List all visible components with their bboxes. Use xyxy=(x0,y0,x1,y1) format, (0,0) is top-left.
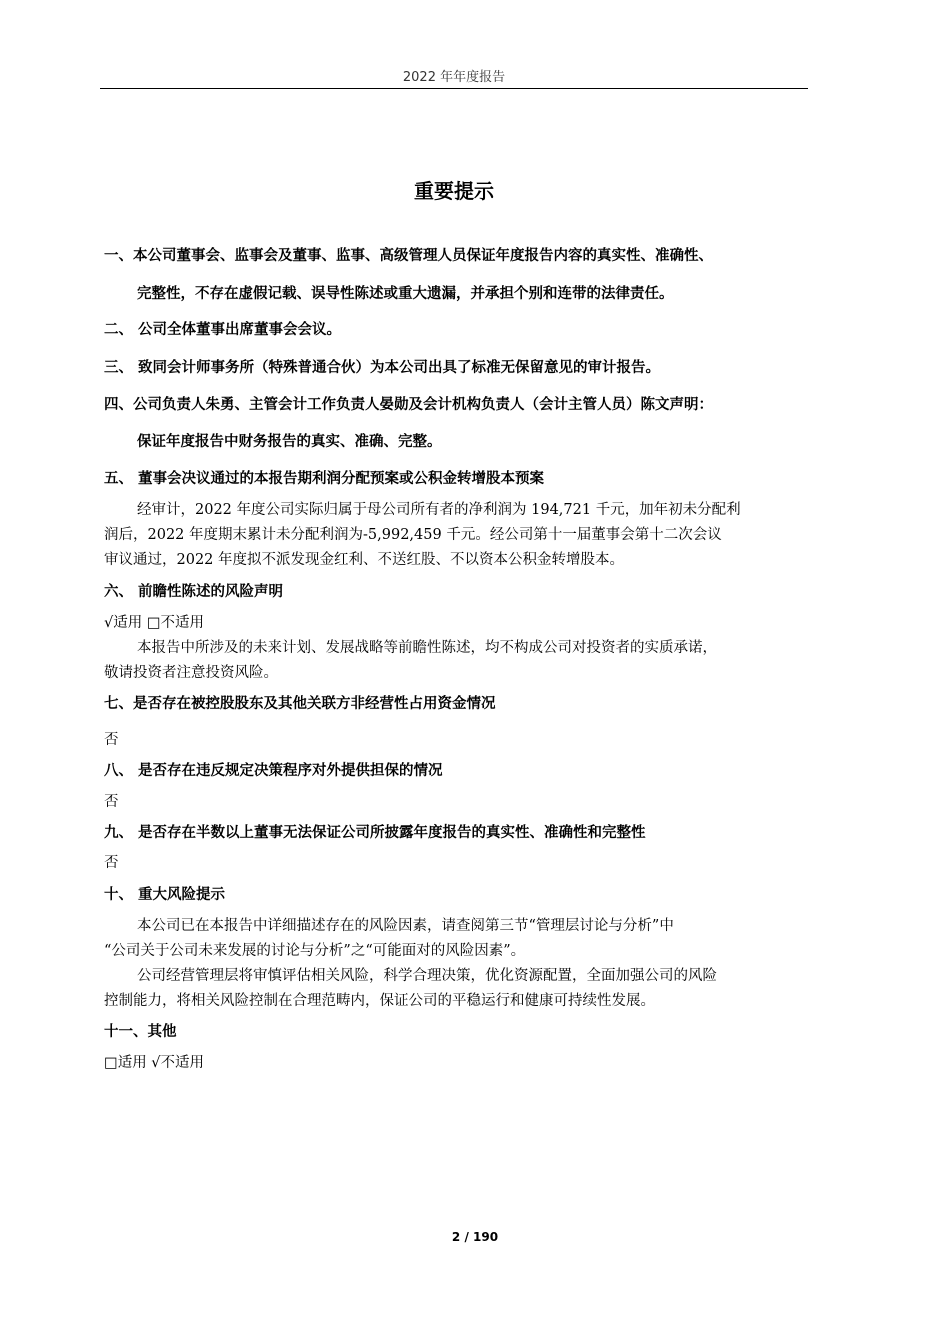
page-header: 2022 年年度报告 xyxy=(402,70,506,85)
item-11-options: □适用 √不适用 xyxy=(104,1055,205,1071)
item-5-heading: 五、 董事会决议通过的本报告期利润分配预案或公积金转增股本预案 xyxy=(104,471,545,487)
item-7-answer: 否 xyxy=(104,732,119,748)
item-5-paragraph-line-2: 润后，2022 年度期末累计未分配利润为-5,992,459 千元。经公司第十一届董事会第十二次会议 xyxy=(104,527,722,543)
item-10-paragraph-line-2: “公司关于公司未来发展的讨论与分析”之“可能面对的风险因素”。 xyxy=(104,943,526,959)
item-11-heading: 十一、其他 xyxy=(104,1024,177,1040)
page-title: 重要提示 xyxy=(414,179,494,203)
item-6-options: √适用 □不适用 xyxy=(104,615,205,631)
item-9-answer: 否 xyxy=(104,855,119,871)
item-4-line-1: 四、公司负责人朱勇、主管会计工作负责人晏勋及会计机构负责人（会计主管人员）陈文声明： xyxy=(104,397,713,413)
item-10-heading: 十、 重大风险提示 xyxy=(104,887,226,903)
item-5-paragraph-line-1: 经审计，2022 年度公司实际归属于母公司所有者的净利润为 194,721 千元，加年初未分配利 xyxy=(137,502,741,518)
item-8-answer: 否 xyxy=(104,794,119,810)
item-6-heading: 六、 前瞻性陈述的风险声明 xyxy=(104,584,284,600)
item-6-paragraph-line-1: 本报告中所涉及的未来计划、发展战略等前瞻性陈述，均不构成公司对投资者的实质承诺， xyxy=(137,640,717,656)
item-6-paragraph-line-2: 敬请投资者注意投资风险。 xyxy=(104,665,278,681)
item-10-paragraph-line-1: 本公司已在本报告中详细描述存在的风险因素，请查阅第三节“管理层讨论与分析”中 xyxy=(137,918,674,934)
item-10-paragraph-line-4: 控制能力，将相关风险控制在合理范畴内，保证公司的平稳运行和健康可持续性发展。 xyxy=(104,993,655,1009)
item-1-line-2: 完整性，不存在虚假记载、误导性陈述或重大遗漏，并承担个别和连带的法律责任。 xyxy=(137,286,674,302)
item-8-heading: 八、 是否存在违反规定决策程序对外提供担保的情况 xyxy=(104,763,443,779)
item-4-line-2: 保证年度报告中财务报告的真实、准确、完整。 xyxy=(137,434,442,450)
item-7-heading: 七、是否存在被控股股东及其他关联方非经营性占用资金情况 xyxy=(104,696,496,712)
header-rule xyxy=(100,88,808,89)
item-1-line-1: 一、本公司董事会、监事会及董事、监事、高级管理人员保证年度报告内容的真实性、准确性、 xyxy=(104,248,713,264)
item-5-paragraph-line-3: 审议通过，2022 年度拟不派发现金红利、不送红股、不以资本公积金转增股本。 xyxy=(104,552,625,568)
item-3: 三、 致同会计师事务所（特殊普通合伙）为本公司出具了标准无保留意见的审计报告。 xyxy=(104,360,661,376)
item-10-paragraph-line-3: 公司经营管理层将审慎评估相关风险，科学合理决策，优化资源配置，全面加强公司的风险 xyxy=(137,968,717,984)
page-number: 2 / 190 xyxy=(451,1230,499,1244)
item-9-heading: 九、 是否存在半数以上董事无法保证公司所披露年度报告的真实性、准确性和完整性 xyxy=(104,825,646,841)
item-2: 二、 公司全体董事出席董事会会议。 xyxy=(104,322,342,338)
